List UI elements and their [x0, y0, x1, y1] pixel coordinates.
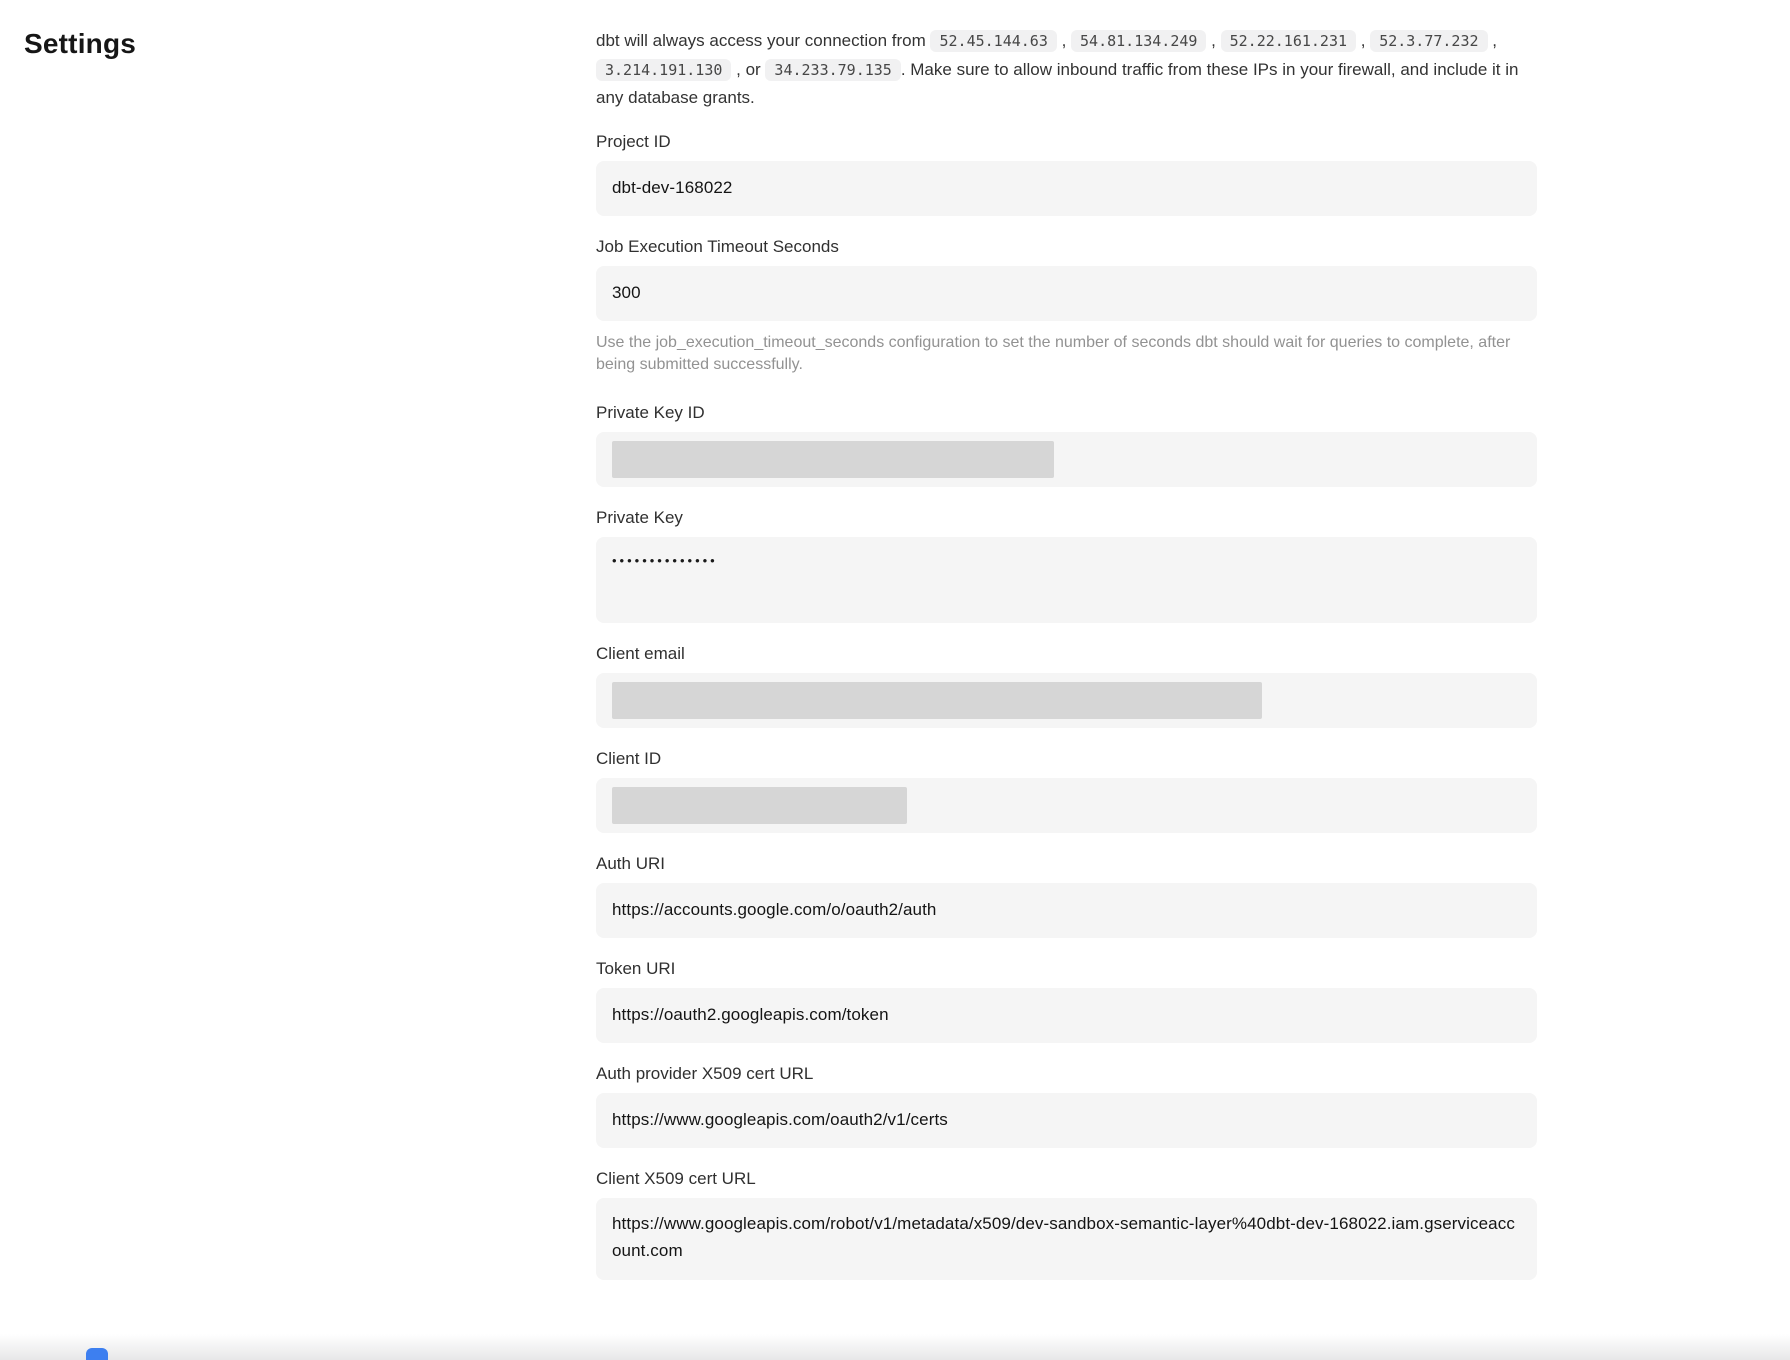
ip-address-chip: 52.22.161.231 — [1221, 30, 1356, 52]
auth-uri-input[interactable] — [596, 883, 1537, 938]
chat-widget-icon[interactable] — [86, 1348, 108, 1360]
private-key-id-input[interactable] — [596, 432, 1537, 487]
field-value: •••••••••••••• — [612, 552, 718, 568]
auth-provider-x509-cert-url-input[interactable] — [596, 1093, 1537, 1148]
page-title: Settings — [24, 28, 137, 59]
field-label: Client email — [596, 643, 685, 663]
field-label: Private Key — [596, 507, 683, 527]
field-auth-provider-x509-cert-url — [596, 1064, 1537, 1148]
client-email-input[interactable] — [596, 673, 1537, 728]
redacted-value-bar — [612, 787, 907, 824]
bottom-scroll-fade — [0, 1334, 1790, 1360]
field-job-execution-timeout-seconds — [596, 237, 1537, 382]
field-label: Auth provider X509 cert URL — [596, 1063, 814, 1083]
fields — [596, 132, 1537, 1301]
settings-form — [596, 27, 1537, 1301]
client-id-input[interactable] — [596, 778, 1537, 833]
connection-ip-notice: dbt will always access your connection from 52.45.144.63 , 54.81.134.249 , 52.22.161.231 , 52.3.77.232 , 3.214.191.130 , or 34.233.79.135 . Make sure to allow inbound traffic from these IPs in your firewall, and include it in any database grants. — [596, 31, 1519, 107]
field-client-email — [596, 644, 1537, 728]
ip-address-chip: 52.45.144.63 — [930, 30, 1056, 52]
field-helper-text: Use the job_execution_timeout_seconds configuration to set the number of seconds dbt should wait for queries to complete, after being submitted successfully. — [596, 333, 1511, 373]
field-label: Auth URI — [596, 853, 665, 873]
field-value: https://oauth2.googleapis.com/token — [612, 1005, 889, 1024]
project-id-input[interactable] — [596, 161, 1537, 216]
field-project-id — [596, 132, 1537, 216]
field-label: Private Key ID — [596, 402, 705, 422]
field-value: 300 — [612, 283, 641, 302]
field-label: Client X509 cert URL — [596, 1168, 756, 1188]
field-private-key — [596, 508, 1537, 623]
ip-address-chip: 54.81.134.249 — [1071, 30, 1206, 52]
token-uri-input[interactable] — [596, 988, 1537, 1043]
field-auth-uri — [596, 854, 1537, 938]
field-client-x509-cert-url — [596, 1169, 1537, 1280]
field-value: dbt-dev-168022 — [612, 178, 733, 197]
field-value: https://accounts.google.com/o/oauth2/auth — [612, 900, 937, 919]
client-x509-cert-url-input[interactable] — [596, 1198, 1537, 1280]
ip-address-chip: 52.3.77.232 — [1370, 30, 1487, 52]
redacted-value-bar — [612, 441, 1054, 478]
ip-address-chip: 3.214.191.130 — [596, 59, 731, 81]
field-private-key-id — [596, 403, 1537, 487]
field-value: https://www.googleapis.com/oauth2/v1/certs — [612, 1110, 948, 1129]
private-key-input[interactable] — [596, 537, 1537, 623]
field-label: Project ID — [596, 131, 671, 151]
field-token-uri — [596, 959, 1537, 1043]
field-label: Job Execution Timeout Seconds — [596, 236, 839, 256]
redacted-value-bar — [612, 682, 1262, 719]
field-label: Client ID — [596, 748, 662, 768]
field-label: Token URI — [596, 958, 676, 978]
field-client-id — [596, 749, 1537, 833]
field-value: https://www.googleapis.com/robot/v1/metadata/x509/dev-sandbox-semantic-layer%40dbt-dev-168022.iam.gserviceaccount.com — [612, 1213, 1515, 1260]
ip-address-chip: 34.233.79.135 — [765, 59, 900, 81]
job-execution-timeout-seconds-input[interactable] — [596, 266, 1537, 321]
